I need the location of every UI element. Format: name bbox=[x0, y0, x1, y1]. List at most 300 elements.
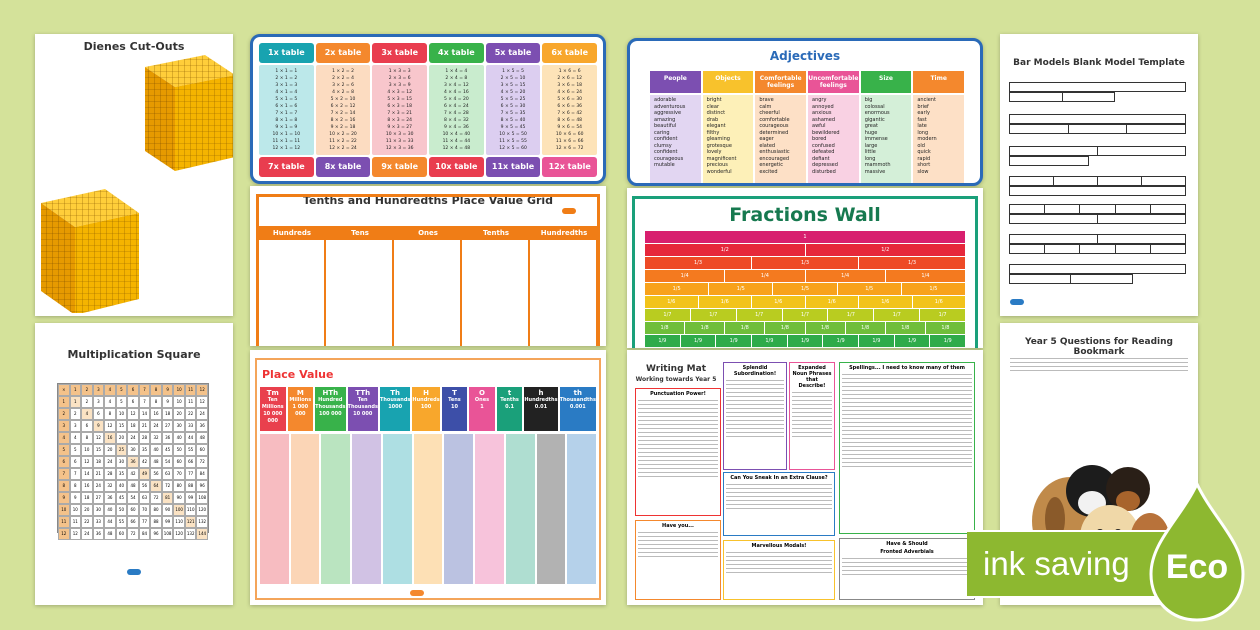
pv-value: 10 bbox=[450, 404, 458, 410]
adjective-word: long bbox=[864, 155, 876, 162]
bar-model-3 bbox=[1009, 146, 1186, 166]
adjectives-headers bbox=[650, 71, 964, 93]
grid-cell: 36 bbox=[127, 456, 139, 468]
tt-fact: 6 × 4 = 24 bbox=[443, 104, 469, 109]
grid-cell: 8 bbox=[58, 480, 70, 492]
tenths-col-tenths: Tenths bbox=[482, 229, 510, 237]
tt-fact: 3 × 4 = 12 bbox=[443, 83, 469, 88]
pv-strip-4 bbox=[383, 434, 412, 584]
grid-cell: 12 bbox=[196, 396, 208, 408]
grid-cell: 5 bbox=[116, 384, 128, 396]
fraction-segment: 1/4 bbox=[645, 270, 724, 282]
adjective-word: enormous bbox=[864, 110, 890, 116]
fraction-segment: 1/5 bbox=[773, 283, 836, 295]
tt-fact: 7 × 3 = 21 bbox=[387, 111, 413, 116]
grid-cell: 25 bbox=[116, 444, 128, 456]
tt-column-5 bbox=[486, 65, 541, 155]
grid-cell: 14 bbox=[139, 408, 151, 420]
tt-fact: 8 × 3 = 24 bbox=[387, 118, 413, 123]
grid-cell: 33 bbox=[185, 420, 197, 432]
adjective-word: defeated bbox=[812, 149, 835, 155]
grid-cell: 121 bbox=[185, 516, 197, 528]
pv-column-4 bbox=[380, 387, 410, 431]
tt-fact: 6 × 2 = 12 bbox=[330, 104, 356, 109]
grid-cell: 54 bbox=[162, 456, 174, 468]
grid-cell: 24 bbox=[104, 456, 116, 468]
writing-mat-card[interactable] bbox=[627, 350, 983, 605]
pv-column-0 bbox=[260, 387, 286, 431]
grid-cell: 110 bbox=[185, 504, 197, 516]
spellings-box bbox=[839, 362, 975, 534]
tt-fact: 2 × 3 = 6 bbox=[388, 76, 411, 81]
tt-fact: 10 × 6 = 60 bbox=[555, 132, 584, 137]
bar-model-5 bbox=[1009, 204, 1186, 224]
adjective-word: encouraged bbox=[759, 155, 790, 162]
adjective-word: brief bbox=[917, 103, 929, 110]
grid-cell: 144 bbox=[196, 528, 208, 540]
bar-model-1 bbox=[1009, 82, 1186, 102]
expanded-heading: Expanded Noun Phrases that Describe! bbox=[792, 365, 832, 389]
grid-cell: 63 bbox=[162, 468, 174, 480]
times-tables-card[interactable] bbox=[250, 34, 606, 184]
pv-column-10 bbox=[560, 387, 596, 431]
tt-fact: 2 × 1 = 2 bbox=[275, 76, 298, 81]
grid-cell: 7 bbox=[58, 468, 70, 480]
tt-label-7: 7x table bbox=[259, 157, 314, 177]
fronted-heading: Fronted Adverbials bbox=[880, 549, 934, 555]
fraction-row bbox=[645, 283, 965, 295]
pv-column-2 bbox=[315, 387, 345, 431]
pv-column-1 bbox=[288, 387, 314, 431]
grid-cell: 12 bbox=[70, 528, 82, 540]
pv-abbr: M bbox=[296, 389, 304, 397]
grid-cell: 99 bbox=[185, 492, 197, 504]
grid-cell: 11 bbox=[185, 384, 197, 396]
grid-cell: 6 bbox=[127, 384, 139, 396]
grid-cell: 10 bbox=[173, 396, 185, 408]
grid-cell: 12 bbox=[127, 408, 139, 420]
grid-cell: 12 bbox=[196, 384, 208, 396]
marvellous-heading: Marvellous Modals! bbox=[751, 543, 807, 549]
tt-fact: 1 × 1 = 1 bbox=[275, 69, 298, 74]
marvellous-modals-box bbox=[723, 540, 835, 600]
tt-fact: 3 × 6 = 18 bbox=[557, 83, 583, 88]
adjective-word: clumsy bbox=[654, 142, 672, 149]
adjective-word: bright bbox=[706, 97, 722, 103]
grid-cell: 1 bbox=[70, 396, 82, 408]
grid-cell: 6 bbox=[70, 456, 82, 468]
tt-fact: 2 × 5 = 10 bbox=[500, 76, 526, 81]
adjective-word: eager bbox=[759, 136, 774, 142]
adjective-word: angry bbox=[812, 97, 827, 103]
fraction-row bbox=[645, 296, 965, 308]
tt-column-6 bbox=[542, 65, 597, 155]
adjective-word: confused bbox=[812, 142, 835, 149]
tt-fact: 2 × 6 = 12 bbox=[557, 76, 583, 81]
ink-saving-strip bbox=[967, 530, 1167, 598]
fraction-segment: 1/4 bbox=[725, 270, 804, 282]
bar-model-7 bbox=[1009, 264, 1186, 284]
grid-cell: 40 bbox=[173, 432, 185, 444]
bookmark-title: Year 5 Questions for Reading Bookmark bbox=[1025, 337, 1173, 357]
adjective-word: disturbed bbox=[812, 168, 836, 175]
adjective-word: late bbox=[917, 123, 927, 129]
pv-strip-3 bbox=[352, 434, 381, 584]
grid-cell: 24 bbox=[196, 408, 208, 420]
tt-fact: 8 × 2 = 16 bbox=[330, 118, 356, 123]
pv-abbr: th bbox=[573, 389, 582, 397]
tt-fact: 3 × 5 = 15 bbox=[500, 83, 526, 88]
grid-cell: 80 bbox=[150, 504, 162, 516]
adjectives-card[interactable] bbox=[627, 38, 983, 186]
fraction-segment: 1/9 bbox=[895, 335, 930, 347]
tt-fact: 9 × 2 = 18 bbox=[330, 125, 356, 130]
grid-cell: 36 bbox=[196, 420, 208, 432]
adjective-word: huge bbox=[864, 129, 878, 136]
tt-fact: 1 × 5 = 5 bbox=[502, 69, 524, 74]
grid-cell: 84 bbox=[196, 468, 208, 480]
grid-cell: 55 bbox=[185, 444, 197, 456]
adjective-word: short bbox=[917, 162, 931, 168]
adjective-word: courageous bbox=[759, 123, 789, 129]
adjective-word: determined bbox=[759, 129, 789, 136]
grid-cell: 15 bbox=[116, 420, 128, 432]
fraction-segment: 1/3 bbox=[645, 257, 751, 269]
adjective-word: precious bbox=[706, 162, 728, 168]
grid-cell: 35 bbox=[116, 468, 128, 480]
eco-drop-icon bbox=[1147, 480, 1247, 626]
grid-cell: 84 bbox=[139, 528, 151, 540]
adjective-word: calm bbox=[759, 103, 772, 110]
tt-fact: 12 × 6 = 72 bbox=[555, 146, 584, 151]
pv-value: 100 000 bbox=[319, 411, 342, 417]
tt-fact: 7 × 2 = 14 bbox=[330, 111, 356, 116]
tenths-col-hundreds: Hundreds bbox=[272, 229, 312, 237]
grid-cell: 4 bbox=[81, 408, 93, 420]
adjective-word: lovely bbox=[706, 149, 722, 155]
adjectives-words bbox=[650, 95, 964, 183]
pv-name: Thousands bbox=[379, 397, 411, 403]
adjective-header: Comfortable feelings bbox=[755, 71, 806, 93]
tt-label-4: 4x table bbox=[429, 43, 484, 63]
grid-cell: 27 bbox=[162, 420, 174, 432]
grid-cell: 30 bbox=[173, 420, 185, 432]
tt-fact: 6 × 5 = 30 bbox=[500, 104, 526, 109]
pv-name: Millions bbox=[289, 397, 312, 403]
tt-fact: 10 × 4 = 40 bbox=[442, 132, 471, 137]
adjective-word: anxious bbox=[812, 110, 832, 116]
pv-abbr: Th bbox=[390, 389, 401, 397]
fraction-segment: 1/2 bbox=[645, 244, 805, 256]
grid-cell: 27 bbox=[93, 492, 105, 504]
adjective-word: modern bbox=[917, 136, 937, 142]
tt-fact: 9 × 1 = 9 bbox=[275, 125, 298, 130]
adjective-word: defiant bbox=[812, 155, 830, 162]
grid-cell: 45 bbox=[116, 492, 128, 504]
grid-cell: 72 bbox=[162, 480, 174, 492]
grid-cell: 70 bbox=[139, 504, 151, 516]
tt-fact: 11 × 5 = 55 bbox=[499, 139, 527, 144]
grid-cell: 10 bbox=[81, 444, 93, 456]
grid-cell: 10 bbox=[70, 504, 82, 516]
tt-fact: 7 × 1 = 7 bbox=[275, 111, 298, 116]
grid-cell: 96 bbox=[150, 528, 162, 540]
pv-strip-6 bbox=[444, 434, 473, 584]
place-value-strips bbox=[260, 434, 596, 584]
adjective-word: adorable bbox=[654, 97, 677, 103]
grid-cell: 12 bbox=[81, 456, 93, 468]
tenths-col-hundredths: Hundredths bbox=[540, 229, 588, 237]
grid-cell: 7 bbox=[139, 384, 151, 396]
grid-cell: 9 bbox=[58, 492, 70, 504]
adjectives-title: Adjectives bbox=[769, 49, 841, 63]
grid-cell: 66 bbox=[185, 456, 197, 468]
tt-fact: 5 × 4 = 20 bbox=[443, 97, 469, 102]
adjective-word: comfortable bbox=[759, 116, 790, 123]
adjective-word: colossal bbox=[864, 103, 885, 110]
pv-strip-1 bbox=[291, 434, 320, 584]
tt-fact: 2 × 2 = 4 bbox=[332, 76, 354, 81]
pv-column-9 bbox=[524, 387, 557, 431]
grid-cell: 24 bbox=[150, 420, 162, 432]
grid-cell: 7 bbox=[70, 468, 82, 480]
adjective-word: beautiful bbox=[654, 123, 677, 129]
tt-fact: 5 × 5 = 25 bbox=[500, 97, 526, 102]
times-table-body bbox=[259, 65, 597, 155]
place-value-card[interactable] bbox=[250, 350, 606, 605]
pv-abbr: HTh bbox=[322, 389, 339, 397]
adjective-word: drab bbox=[706, 116, 719, 123]
grid-cell: 6 bbox=[93, 408, 105, 420]
adjective-word: amazing bbox=[654, 116, 676, 123]
tt-fact: 11 × 2 = 22 bbox=[329, 139, 357, 144]
pv-strip-5 bbox=[414, 434, 443, 584]
tt-fact: 1 × 6 = 6 bbox=[558, 69, 581, 74]
grid-cell: 21 bbox=[93, 468, 105, 480]
tt-fact: 5 × 2 = 10 bbox=[330, 97, 356, 102]
adjective-header: Objects bbox=[703, 71, 754, 93]
grid-cell: 24 bbox=[93, 480, 105, 492]
eco-label: Eco bbox=[1165, 548, 1229, 586]
pv-value: 1000 bbox=[388, 404, 403, 410]
fraction-segment: 1/2 bbox=[806, 244, 966, 256]
grid-cell: 56 bbox=[150, 468, 162, 480]
pv-name: Hundred Thousands bbox=[315, 397, 346, 410]
adjective-word: filthy bbox=[706, 129, 720, 136]
grid-cell: 4 bbox=[104, 384, 116, 396]
should-know-heading: Have & Should bbox=[886, 541, 928, 547]
fraction-segment: 1/5 bbox=[838, 283, 901, 295]
grid-cell: 48 bbox=[150, 456, 162, 468]
pv-strip-0 bbox=[260, 434, 289, 584]
tt-fact: 1 × 2 = 2 bbox=[332, 69, 354, 74]
grid-cell: 6 bbox=[127, 396, 139, 408]
fraction-segment: 1/8 bbox=[765, 322, 804, 334]
grid-cell: 36 bbox=[162, 432, 174, 444]
grid-cell: 12 bbox=[58, 528, 70, 540]
grid-cell: 10 bbox=[58, 504, 70, 516]
grid-cell: 50 bbox=[173, 444, 185, 456]
pv-abbr: TTh bbox=[355, 389, 371, 397]
writing-mat-title: Writing Mat bbox=[646, 364, 706, 374]
fraction-segment: 1/6 bbox=[699, 296, 752, 308]
pv-value: 0.1 bbox=[505, 404, 514, 410]
fraction-segment: 1/7 bbox=[645, 309, 690, 321]
pv-value: 0.01 bbox=[534, 404, 548, 410]
tt-fact: 4 × 6 = 24 bbox=[557, 90, 583, 95]
bar-model-6 bbox=[1009, 234, 1186, 254]
tt-fact: 6 × 6 = 36 bbox=[557, 104, 583, 109]
grid-cell: 30 bbox=[127, 444, 139, 456]
grid-cell: 4 bbox=[104, 396, 116, 408]
adjective-header: Time bbox=[913, 71, 964, 93]
grid-cell: 60 bbox=[127, 504, 139, 516]
grid-cell: 80 bbox=[173, 480, 185, 492]
tt-fact: 8 × 1 = 8 bbox=[275, 118, 298, 123]
dienes-cutouts-card[interactable] bbox=[35, 34, 233, 316]
grid-cell: 108 bbox=[162, 528, 174, 540]
tt-fact: 8 × 5 = 40 bbox=[500, 118, 526, 123]
grid-cell: 60 bbox=[173, 456, 185, 468]
pv-name: Ten Thousands bbox=[347, 397, 378, 410]
grid-cell: 9 bbox=[162, 396, 174, 408]
grid-cell: 99 bbox=[162, 516, 174, 528]
adjective-column bbox=[650, 95, 701, 183]
tt-fact: 6 × 3 = 18 bbox=[387, 104, 413, 109]
tt-fact: 11 × 6 = 66 bbox=[555, 139, 584, 144]
tt-fact: 7 × 4 = 28 bbox=[443, 111, 469, 116]
tenths-title: Tenths and Hundredths Place Value Grid bbox=[302, 194, 554, 207]
adjective-word: depressed bbox=[812, 162, 838, 168]
have-you-box bbox=[635, 520, 721, 600]
adjective-header: Uncomfortable feelings bbox=[808, 71, 859, 93]
adjective-word: mutable bbox=[654, 162, 675, 168]
fraction-segment: 1/6 bbox=[752, 296, 805, 308]
grid-cell: 1 bbox=[58, 396, 70, 408]
tt-label-1: 1x table bbox=[259, 43, 314, 63]
adjective-word: early bbox=[917, 110, 930, 116]
adjective-word: bored bbox=[812, 136, 827, 142]
adjective-word: elegant bbox=[706, 123, 726, 129]
fraction-segment: 1/8 bbox=[685, 322, 724, 334]
fraction-segment: 1/9 bbox=[645, 335, 680, 347]
twinkl-logo-icon bbox=[562, 208, 576, 214]
fraction-segment: 1/9 bbox=[788, 335, 823, 347]
grid-cell: 18 bbox=[81, 492, 93, 504]
adjective-column bbox=[703, 95, 754, 183]
grid-cell: 5 bbox=[58, 444, 70, 456]
grid-cell: 9 bbox=[70, 492, 82, 504]
grid-cell: 16 bbox=[150, 408, 162, 420]
grid-cell: 88 bbox=[185, 480, 197, 492]
grid-cell: 63 bbox=[139, 492, 151, 504]
fraction-segment: 1/5 bbox=[709, 283, 772, 295]
tt-fact: 12 × 2 = 24 bbox=[329, 146, 357, 151]
tt-fact: 4 × 4 = 16 bbox=[443, 90, 469, 95]
adjective-word: mammoth bbox=[864, 162, 891, 168]
pv-value: 100 bbox=[420, 404, 432, 410]
grid-cell: 90 bbox=[162, 504, 174, 516]
multiplication-square-card[interactable] bbox=[35, 323, 233, 605]
fraction-segment: 1/6 bbox=[806, 296, 859, 308]
ink-saving-label: ink saving bbox=[983, 545, 1130, 582]
fraction-segment: 1/7 bbox=[737, 309, 782, 321]
grid-cell: 20 bbox=[116, 432, 128, 444]
grid-cell: 70 bbox=[173, 468, 185, 480]
adjective-word: grotesque bbox=[706, 142, 732, 149]
punctuation-box bbox=[635, 388, 721, 516]
fraction-row bbox=[645, 322, 965, 334]
grid-cell: 8 bbox=[81, 432, 93, 444]
grid-cell: 35 bbox=[139, 444, 151, 456]
tt-fact: 9 × 5 = 45 bbox=[500, 125, 526, 130]
grid-cell: 21 bbox=[139, 420, 151, 432]
pv-name: Hundreds bbox=[412, 397, 440, 403]
tt-fact: 1 × 3 = 3 bbox=[388, 69, 411, 74]
grid-cell: 10 bbox=[116, 408, 128, 420]
place-value-columns bbox=[260, 387, 596, 431]
tt-fact: 5 × 1 = 5 bbox=[275, 97, 298, 102]
grid-cell: 72 bbox=[127, 528, 139, 540]
grid-cell: 3 bbox=[70, 420, 82, 432]
spellings-heading: Spellings... I need to know many of them bbox=[849, 365, 965, 371]
adjective-column bbox=[755, 95, 806, 183]
tt-fact: 12 × 4 = 48 bbox=[442, 146, 471, 151]
adjective-word: slow bbox=[917, 168, 929, 175]
tt-fact: 10 × 3 = 30 bbox=[385, 132, 414, 137]
adjective-word: old bbox=[917, 142, 925, 149]
fraction-segment: 1/7 bbox=[828, 309, 873, 321]
tt-fact: 12 × 3 = 36 bbox=[385, 146, 414, 151]
grid-cell: 6 bbox=[81, 420, 93, 432]
pv-abbr: Tm bbox=[266, 389, 279, 397]
fraction-segment: 1/4 bbox=[806, 270, 885, 282]
adjective-word: fast bbox=[917, 116, 927, 123]
grid-cell: 55 bbox=[116, 516, 128, 528]
tt-label-10: 10x table bbox=[429, 157, 484, 177]
grid-cell: 120 bbox=[173, 528, 185, 540]
grid-cell: 72 bbox=[150, 492, 162, 504]
tenths-hundredths-card[interactable] bbox=[250, 186, 606, 346]
adjective-word: awful bbox=[812, 123, 826, 129]
fractions-wall-card[interactable] bbox=[627, 188, 983, 348]
adjective-word: enthusiastic bbox=[759, 149, 790, 155]
tt-label-11: 11x table bbox=[486, 157, 541, 177]
fraction-segment: 1/9 bbox=[930, 335, 965, 347]
fraction-segment: 1/5 bbox=[645, 283, 708, 295]
bar-models-card[interactable] bbox=[1000, 34, 1198, 316]
extra-clause-heading: Can You Sneak In an Extra Clause? bbox=[730, 475, 828, 481]
grid-cell: 64 bbox=[150, 480, 162, 492]
grid-cell: 77 bbox=[185, 468, 197, 480]
fraction-segment: 1/5 bbox=[902, 283, 965, 295]
grid-cell: 9 bbox=[162, 384, 174, 396]
fraction-segment: 1/9 bbox=[823, 335, 858, 347]
fraction-segment: 1 bbox=[645, 231, 965, 243]
grid-cell: 5 bbox=[70, 444, 82, 456]
fraction-segment: 1/9 bbox=[859, 335, 894, 347]
tt-fact: 3 × 2 = 6 bbox=[332, 83, 354, 88]
grid-cell: 2 bbox=[81, 396, 93, 408]
pv-strip-10 bbox=[567, 434, 596, 584]
ink-saving-eco-badge bbox=[967, 530, 1248, 598]
fraction-segment: 1/6 bbox=[913, 296, 966, 308]
grid-cell: 15 bbox=[93, 444, 105, 456]
tt-label-2: 2x table bbox=[316, 43, 371, 63]
grid-cell: 22 bbox=[81, 516, 93, 528]
tt-label-8: 8x table bbox=[316, 157, 371, 177]
pv-column-7 bbox=[469, 387, 495, 431]
